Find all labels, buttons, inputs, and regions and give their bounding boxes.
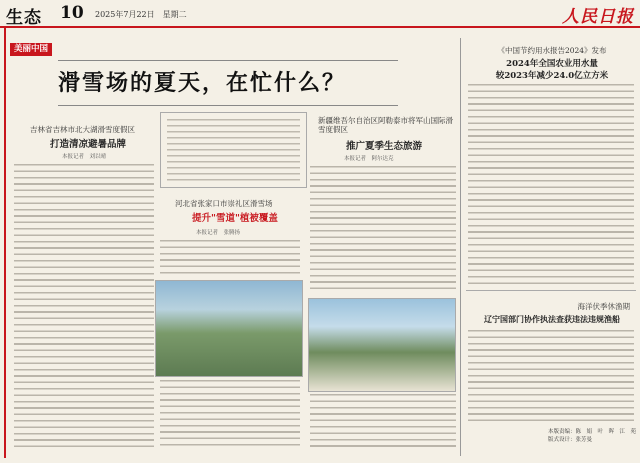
pull-quote-text bbox=[167, 119, 300, 181]
sidebar-divider bbox=[466, 290, 636, 291]
page-credits bbox=[548, 428, 636, 444]
mid-article-title: 提升"雪道"植被覆盖 bbox=[192, 213, 278, 224]
left-article-title: 打造清凉避暑品牌 bbox=[50, 139, 127, 150]
sidebar-title-line1: 2024年全国农业用水量 bbox=[506, 59, 598, 69]
right-article-title: 推广夏季生态旅游 bbox=[346, 141, 423, 152]
mid-article-kicker: 河北省张家口市崇礼区滑雪场 bbox=[175, 199, 273, 208]
mid-article-body-top bbox=[160, 240, 300, 276]
column-divider bbox=[460, 38, 461, 456]
left-article-body bbox=[14, 164, 154, 450]
sidebar-story2-body bbox=[468, 330, 634, 422]
main-headline-box bbox=[58, 60, 398, 106]
masthead bbox=[0, 0, 640, 28]
issue-date: 2025年7月22日 星期二 bbox=[95, 10, 187, 19]
mid-article-byline: 本报记者 张腾扬 bbox=[196, 230, 241, 236]
right-article-body-top bbox=[310, 166, 456, 294]
section-name: 生态 bbox=[6, 8, 42, 28]
newspaper-logo: 人民日报 bbox=[562, 7, 634, 27]
right-article-kicker: 新疆维吾尔自治区阿勒泰市将军山国际滑雪度假区 bbox=[318, 116, 453, 134]
page-number: 10 bbox=[60, 3, 84, 23]
credits-design: 版式设计：张芳曼 bbox=[548, 437, 593, 443]
ski-slope-photo-1 bbox=[155, 280, 303, 377]
sidebar-title-line2: 较2023年减少24.0亿立方米 bbox=[495, 71, 609, 81]
sidebar-story2-kicker: 海洋伏季休渔期 bbox=[577, 302, 630, 311]
section-flag: 美丽中国 bbox=[10, 43, 52, 56]
left-article-kicker: 吉林省吉林市北大湖滑雪度假区 bbox=[30, 125, 135, 134]
sidebar-story1-body bbox=[468, 84, 634, 284]
left-article-byline: 本报记者 刘以晴 bbox=[62, 154, 107, 160]
sidebar-story2-title: 辽宁国部门协作执法查获违法违规渔船 bbox=[484, 314, 620, 324]
right-article-byline: 本报记者 阿尔达克 bbox=[344, 156, 394, 162]
mid-article-body-bottom bbox=[160, 380, 300, 450]
ski-slope-photo-2 bbox=[308, 298, 456, 392]
credits-editors: 本版责编：陈 娟 叶 晖 江 苑 bbox=[548, 429, 637, 435]
right-article-body-bottom bbox=[310, 394, 456, 450]
main-headline: 滑雪场的夏天，在忙什么？ bbox=[58, 70, 347, 96]
pull-quote-box bbox=[160, 112, 307, 188]
sidebar-kicker: 《中国节约用水报告2024》发布 bbox=[497, 46, 607, 55]
margin-rule bbox=[4, 28, 6, 458]
